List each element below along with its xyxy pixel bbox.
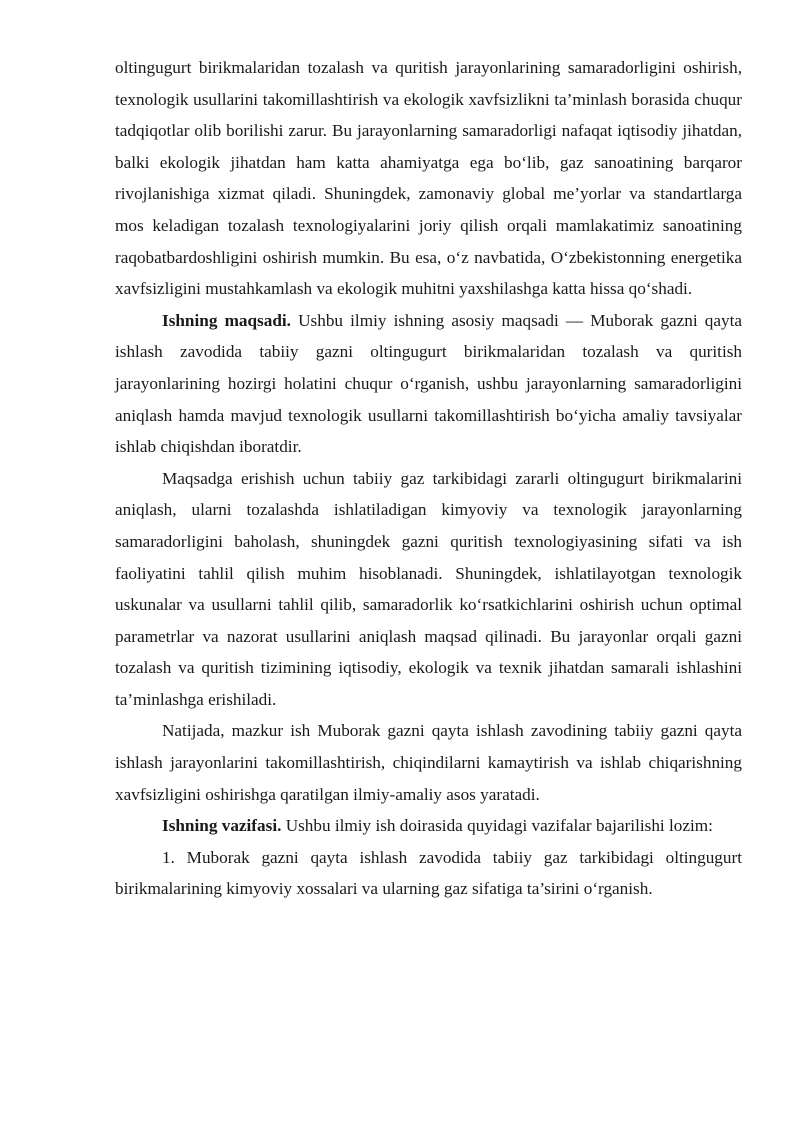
paragraph-text: Ushbu ilmiy ish doirasida quyidagi vazifalar bajarilishi lozim:: [281, 816, 713, 836]
list-item-task-1: [115, 842, 742, 905]
paragraph-text: Ushbu ilmiy ishning asosiy maqsadi — Muborak gazni qayta ishlash zavodida tabiiy gazni oltingugurt birikmalaridan tozalash va quritish jarayonlarining hozirgi holatini chuqur o‘rganish, ushbu jarayonlarning samaradorligini aniqlash hamda mavjud texnologik usullarni takomillashtirish bo‘yicha amaliy tavsiyalar ishlab chiqishdan iboratdir.: [115, 310, 743, 457]
section-heading-goal: Ishning maqsadi.: [162, 310, 291, 330]
paragraph-result: [115, 715, 742, 810]
section-heading-tasks: Ishning vazifasi.: [162, 816, 282, 836]
paragraph-goal-details: [115, 463, 742, 716]
paragraph-text: oltingugurt birikmalaridan tozalash va quritish jarayonlarining samaradorligini oshirish, texnologik usullarini takomillashtirish va ekologik xavfsizlikni ta’minlash borasida chuqur tadqiqotlar olib borilishi zarur. Bu jarayonlarning samaradorligi nafaqat iqtisodiy jihatdan, balki ekologik jihatdan ham katta ahamiyatga ega bo‘lib, gaz sanoatining barqaror rivojlanishiga xizmat qiladi. Shuningdek, zamonaviy global me’yorlar va standartlarga mos keladigan tozalash texnologiyalarini joriy qilish orqali mamlakatimiz sanoatining raqobatbardoshligini oshirish mumkin. Bu esa, o‘z navbatida, O‘zbekistonning energetika xavfsizligini mustahkamlash va ekologik muhitni yaxshilashga katta hissa qo‘shadi.: [115, 58, 742, 299]
paragraph-goal: [115, 305, 742, 463]
paragraph-text: Natijada, mazkur ish Muborak gazni qayta ishlash zavodining tabiiy gazni qayta ishlash jarayonlarini takomillashtirish, chiqindilarni kamaytirish va ishlab chiqarishning xavfsizligini oshirishga qaratilgan ilmiy-amaliy asos yaratadi.: [115, 721, 742, 804]
paragraph-text: Maqsadga erishish uchun tabiiy gaz tarkibidagi zararli oltingugurt birikmalarini aniqlash, ularni tozalashda ishlatiladigan kimyoviy va texnologik jarayonlarning samaradorligini baholash, shuningdek gazni quritish texnologiyasining sifati va ish faoliyatini tahlil qilish muhim hisoblanadi. Shuningdek, ishlatilayotgan texnologik uskunalar va usullarni tahlil qilib, samaradorlik ko‘rsatkichlarini oshirish uchun optimal parametrlar va nazorat usullarini aniqlash maqsad qilinadi. Bu jarayonlar orqali gazni tozalash va quritish tizimining iqtisodiy, ekologik va texnik jihatdan samarali ishlashini ta’minlashga erishiladi.: [115, 468, 742, 709]
paragraph-text: 1. Muborak gazni qayta ishlash zavodida tabiiy gaz tarkibidagi oltingugurt birikmalarining kimyoviy xossalari va ularning gaz sifatiga ta’sirini o‘rganish.: [115, 847, 742, 899]
paragraph-intro-continuation: [115, 52, 742, 305]
paragraph-tasks: [115, 810, 742, 842]
